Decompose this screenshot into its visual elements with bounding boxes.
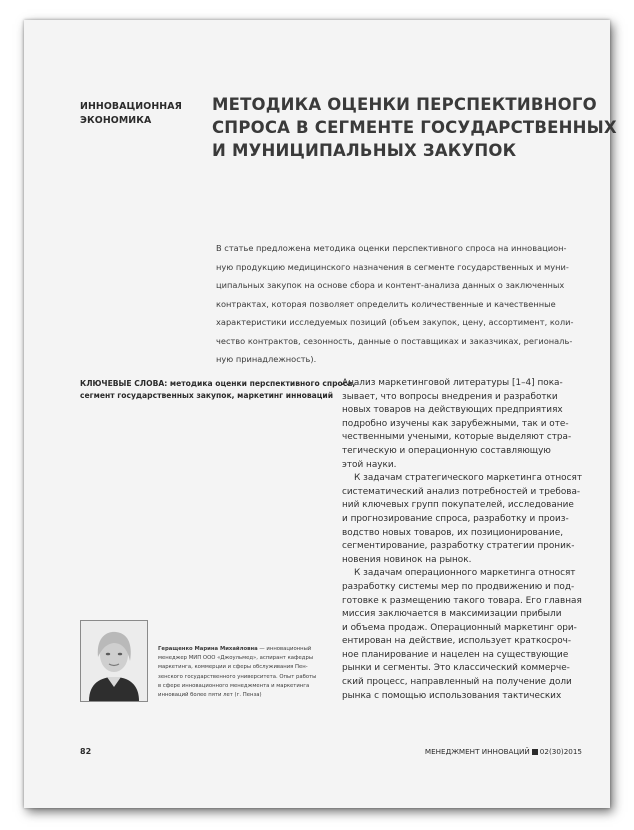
body-line: подробно изучены как зарубежными, так и оте-: [342, 418, 569, 429]
abstract-line: контрактах, которая позволяет определить количественные и качественные: [216, 298, 556, 309]
body-line: К задачам стратегического маркетинга относят: [354, 473, 582, 484]
title-line: МЕТОДИКА ОЦЕНКИ ПЕРСПЕКТИВНОГО: [212, 95, 597, 114]
body-line: рынка с помощью использования тактических: [342, 690, 562, 701]
body-line: тегическую и операционную составляющую: [342, 445, 551, 456]
body-line: зывает, что вопросы внедрения и разработки: [342, 391, 558, 402]
author-photo: [80, 620, 148, 702]
abstract-line: ную принадлежность).: [216, 354, 317, 364]
title-line: И МУНИЦИПАЛЬНЫХ ЗАКУПОК: [212, 141, 517, 160]
body-line: ентирован на действие, использует краткосроч-: [342, 636, 572, 647]
issue-number: 02(30)2015: [539, 747, 582, 756]
body-line: водство новых товаров, их позиционирование,: [342, 527, 564, 538]
body-line: и прогнозирование спроса, разработку и произ-: [342, 513, 569, 524]
square-separator-icon: [532, 749, 538, 755]
body-line: чественными учеными, которые выделяют стра-: [342, 432, 572, 443]
running-footer: [425, 747, 582, 756]
body-line: разработку системы мер по продвижению и под-: [342, 581, 575, 592]
article-title: [212, 93, 617, 162]
keywords-line: КЛЮЧЕВЫЕ СЛОВА: методика оценки перспективного спроса,: [80, 379, 356, 388]
author-bio-line: маркетинга, коммерции и сферы обслуживания Пен-: [158, 664, 308, 671]
keywords-line: сегмент государственных закупок, маркетинг инноваций: [80, 390, 334, 400]
author-bio-line: менеджер МИП ООО «Джоульмед», аспирант кафедры: [158, 655, 314, 662]
abstract-line: характеристики исследуемых позиций (объем закупок, цену, ассортимент, коли-: [216, 317, 574, 327]
author-portrait-icon: [81, 621, 147, 701]
abstract-line: В статье предложена методика оценки перспективного спроса на инновацион-: [216, 243, 567, 253]
page-number: 82: [80, 747, 92, 756]
body-line: сегментирование, разработку стратегии проник-: [342, 541, 575, 552]
body-line: К задачам операционного маркетинга относят: [354, 568, 576, 579]
abstract-line: ципальных закупок на основе сбора и контент-анализа данных о заключенных: [216, 280, 565, 290]
rubric-line: ИННОВАЦИОННАЯ: [80, 101, 182, 112]
body-line: миссия заключается в максимизации прибыли: [342, 609, 562, 620]
author-bio: [158, 645, 338, 700]
author-bio-line: инноваций более пяти лет (г. Пенза): [158, 692, 262, 699]
abstract-line: ную продукцию медицинского назначения в сегменте государственных и муни-: [216, 261, 569, 272]
body-line: новых товаров на действующих предприятиях: [342, 405, 563, 416]
journal-name: МЕНЕДЖМЕНТ ИННОВАЦИЙ: [424, 747, 530, 756]
body-line: ний ключевых групп покупателей, исследование: [342, 500, 574, 511]
abstract-line: чество контрактов, сезонность, данные о поставщиках и заказчиках, региональ-: [216, 335, 573, 346]
rubric-line: ЭКОНОМИКА: [80, 115, 152, 126]
journal-page: [24, 20, 617, 808]
body-line: Анализ маркетинговой литературы [1–4] пока-: [342, 378, 563, 388]
author-bio-line: — инновационный: [257, 646, 312, 652]
body-line: этой науки.: [342, 459, 397, 470]
body-line: готовке к размещению такого товара. Его главная: [342, 595, 582, 606]
body-line: ное планирование и нацелен на существующие: [342, 649, 569, 660]
body-line: и объема продаж. Операционный маркетинг ори-: [342, 622, 577, 633]
body-line: ский процесс, направленный на получение доли: [342, 677, 572, 688]
body-text-column: [342, 377, 592, 703]
body-line: систематический анализ потребностей и требова-: [342, 486, 581, 497]
abstract: [216, 239, 588, 369]
author-bio-line: зенского государственного университета. Опыт работы: [158, 673, 317, 680]
body-line: новения новинок на рынок.: [342, 554, 472, 565]
author-bio-line: в сфере инновационного менеджмента и маркетинга: [158, 682, 310, 689]
body-line: рынки и сегменты. Это классический коммерче-: [342, 663, 570, 674]
section-rubric: [80, 100, 182, 128]
title-line: СПРОСА В СЕГМЕНТЕ ГОСУДАРСТВЕННЫХ: [212, 118, 617, 137]
keywords: [80, 378, 356, 401]
author-name: Геращенко Марина Михайловна: [158, 646, 258, 652]
